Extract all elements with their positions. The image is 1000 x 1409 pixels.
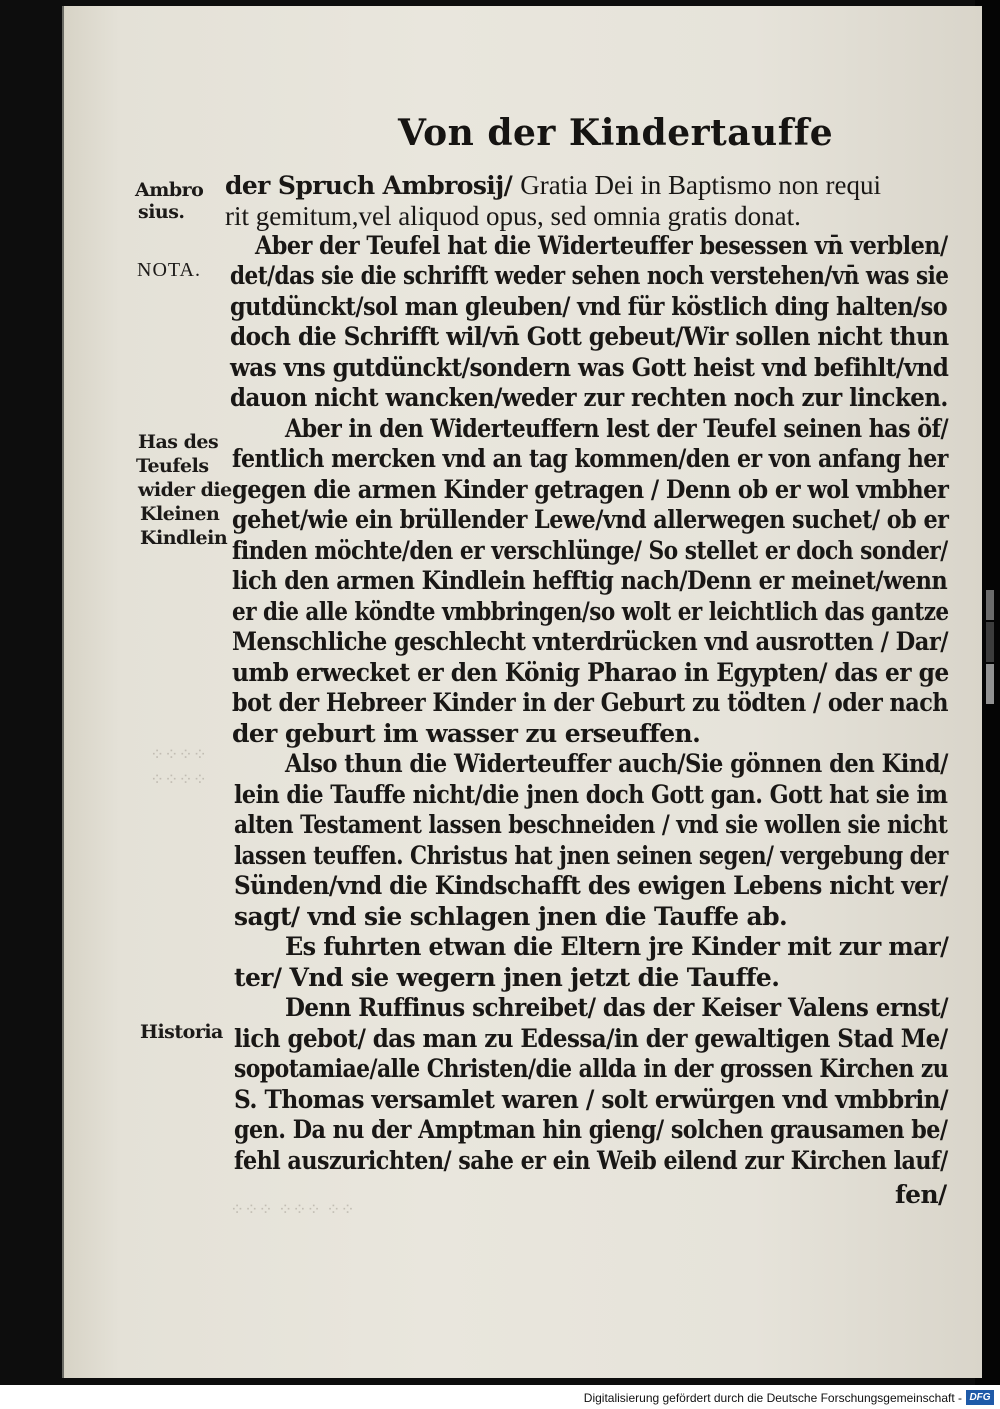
text-line: Also thun die Widerteuffer auch/Sie gönnen den Kind/	[285, 749, 948, 778]
bleed-through-mark: ⁘⁘⁘⁘	[150, 770, 207, 790]
text-line: fehl auszurichten/ sahe er ein Weib eilend zur Kirchen lauf/	[234, 1146, 948, 1175]
margin-note-ambrosius: sius.	[138, 201, 185, 223]
text-line: dauon nicht wancken/weder zur rechten noch zur lincken.	[230, 383, 948, 412]
text-line: alten Testament lassen beschneiden / vnd sie wollen sie nicht	[234, 810, 948, 839]
text-line: gehet/wie ein brüllender Lewe/vnd allerwegen suchet/ ob er	[232, 505, 949, 534]
text-line: bot der Hebreer Kinder in der Geburt zu tödten / oder nach	[232, 688, 949, 717]
margin-note-ambrosius: Ambro	[135, 179, 204, 201]
margin-note-has: wider die	[138, 479, 232, 501]
text-line: gegen die armen Kinder getragen / Denn ob er wol vmbher	[232, 475, 949, 504]
text-line: umb erwecket er den König Pharao in Egypten/ das er ge	[232, 658, 949, 687]
bleed-through-mark: ⁘⁘⁘ ⁘⁘⁘ ⁘⁘	[230, 1200, 355, 1220]
margin-note-has: Kleinen	[140, 503, 220, 525]
text-line: was vns gutdünckt/sondern was Gott heist vnd befihlt/vnd	[230, 353, 949, 382]
margin-note-historia: Historia	[140, 1021, 223, 1043]
margin-note-has: Kindlein	[140, 527, 228, 549]
text-line: er die alle köndte vmbbringen/so wolt er leichtlich das gantze	[232, 597, 949, 626]
text-line: finden möchte/den er verschlünge/ So stellet er doch sonder/	[232, 536, 948, 565]
text-line: Denn Ruffinus schreibet/ das der Keiser Valens ernst/	[285, 993, 948, 1022]
scale-patch	[986, 622, 994, 662]
text-line: Aber der Teufel hat die Widerteuffer besessen vn̄ verblen/	[255, 231, 948, 260]
scale-patch	[986, 590, 994, 620]
text-line: lich gebot/ das man zu Edessa/in der gewaltigen Stad Me/	[234, 1024, 948, 1053]
text-line: gutdünckt/sol man gleuben/ vnd für köstlich ding halten/so	[230, 292, 948, 321]
footer-bar	[0, 1388, 1000, 1409]
funding-credit: Digitalisierung gefördert durch die Deutsche Forschungsgemeinschaft -	[583, 1391, 962, 1405]
text-line: lich den armen Kindlein hefftig nach/Denn er meinet/wenn	[232, 566, 948, 595]
text-line: rit gemitum,vel aliquod opus, sed omnia gratis donat.	[225, 201, 801, 231]
text-line: Es fuhrten etwan die Eltern jre Kinder mit zur mar/	[285, 932, 949, 961]
scale-patch	[986, 664, 994, 704]
margin-note-nota: NOTA.	[137, 259, 201, 281]
text-line: sagt/ vnd sie schlagen jnen die Tauffe ab.	[234, 902, 788, 931]
text-line: lassen teuffen. Christus hat jnen seinen segen/ vergebung der	[234, 841, 948, 870]
margin-note-has: Has des	[138, 431, 219, 453]
margin-note-has: Teufels	[136, 455, 209, 477]
text-line: der Spruch Ambrosij/ Gratia Dei in Baptismo non requi	[225, 170, 881, 200]
text-line: ter/ Vnd sie wegern jnen jetzt die Tauffe.	[234, 963, 780, 992]
text-line: fentlich mercken vnd an tag kommen/den er von anfang her	[232, 444, 948, 473]
bleed-through-mark: ⁘⁘⁘⁘	[150, 745, 207, 765]
text-line: det/das sie die schrifft weder sehen noch verstehen/vn̄ was sie	[230, 261, 949, 290]
text-line: der geburt im wasser zu erseuffen.	[232, 719, 701, 748]
text-line: doch die Schrifft wil/vn̄ Gott gebeut/Wir sollen nicht thun	[230, 322, 949, 351]
catchword: fen/	[895, 1180, 947, 1209]
text-line: gen. Da nu der Amptman hin gieng/ solchen grausamen be/	[234, 1115, 948, 1144]
running-heading: Von der Kindertauffe	[398, 112, 834, 154]
text-line: S. Thomas versamlet waren / solt erwürgen vnd vmbbrin/	[234, 1085, 948, 1114]
text-line: Aber in den Widerteuffern lest der Teufel seinen has öf/	[285, 414, 949, 443]
dfg-logo-icon: DFG	[966, 1390, 994, 1405]
text-line: sopotamiae/alle Christen/die allda in der grossen Kirchen zu	[234, 1054, 949, 1083]
text-line: lein die Tauffe nicht/die jnen doch Gott gan. Gott hat sie im	[234, 780, 948, 809]
text-line: Sünden/vnd die Kindschafft des ewigen Lebens nicht ver/	[234, 871, 948, 900]
text-line: Menschliche geschlecht vnterdrücken vnd ausrotten / Dar/	[232, 627, 948, 656]
